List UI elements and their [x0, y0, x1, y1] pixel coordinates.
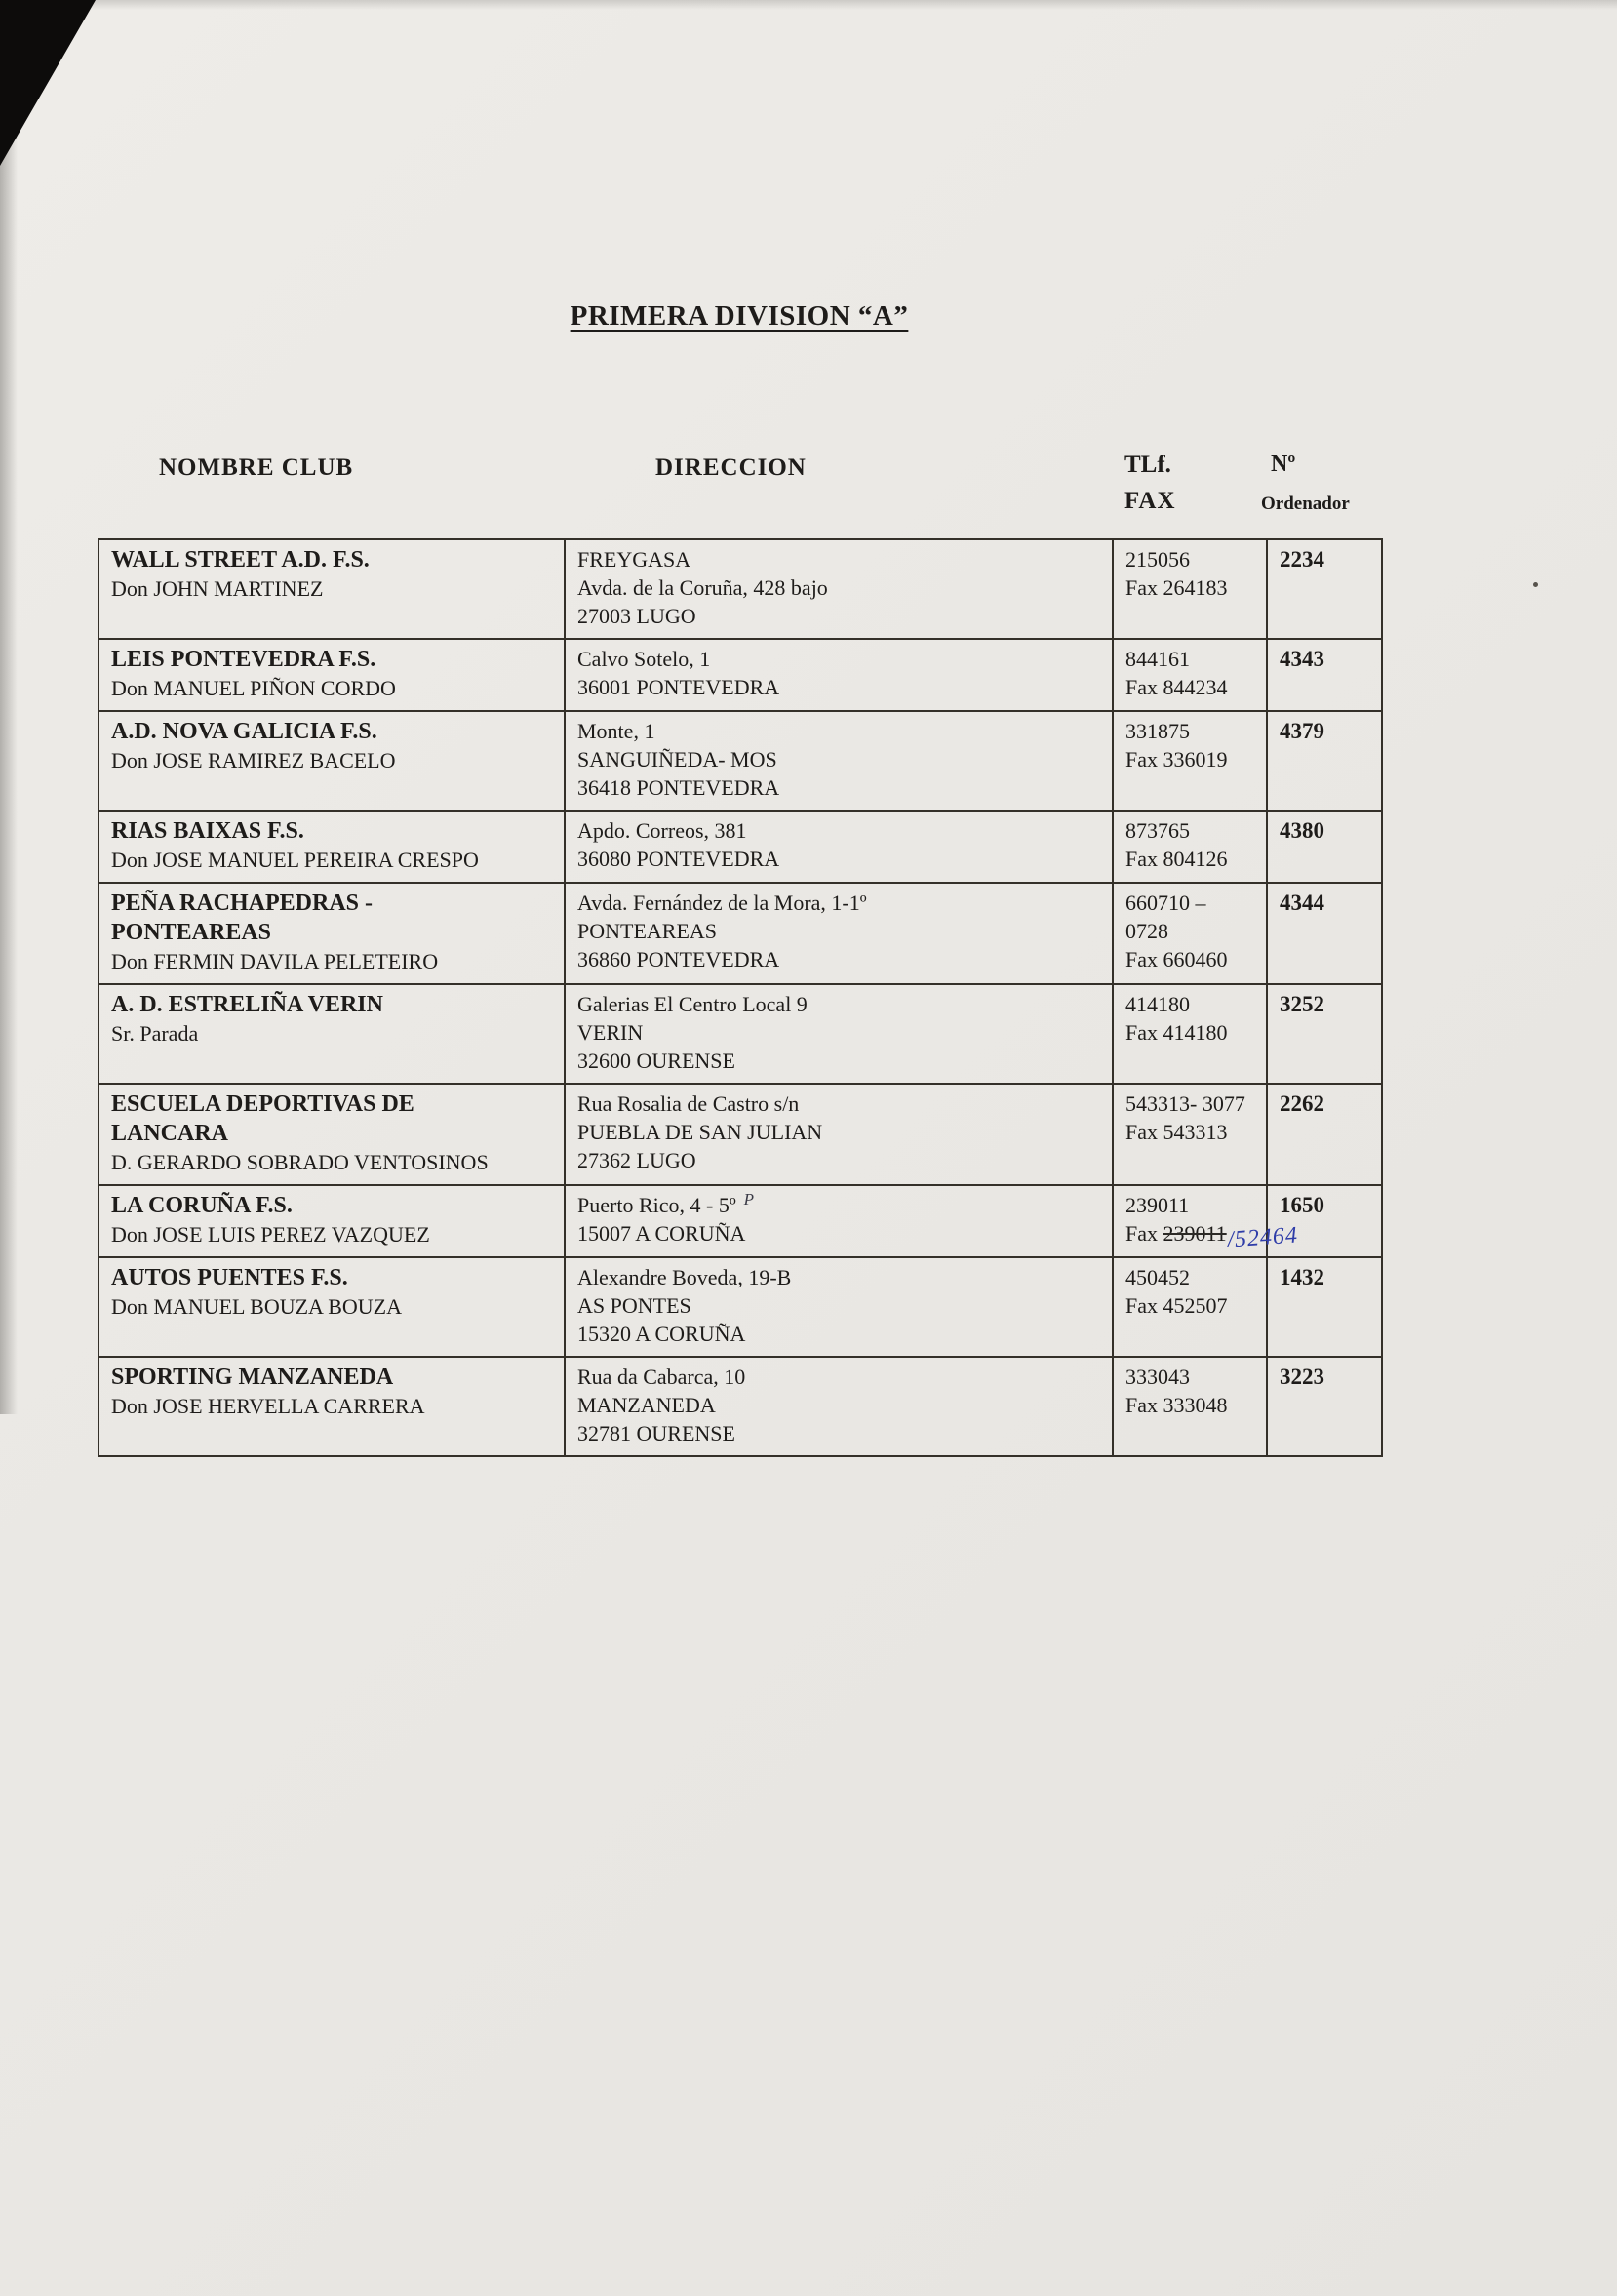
page-title: PRIMERA DIVISION “A”: [570, 300, 909, 332]
scan-top-shadow: [0, 0, 1617, 10]
phone-line: 873765: [1125, 818, 1190, 843]
club-name: WALL STREET A.D. F.S.: [111, 547, 370, 573]
address-cell: [565, 639, 1113, 711]
club-contact: Don JOHN MARTINEZ: [111, 576, 324, 601]
club-cell: [99, 711, 565, 811]
club-name: SPORTING MANZANEDA: [111, 1365, 394, 1390]
address-line: 32781 OURENSE: [577, 1421, 735, 1445]
ordenador-number: 2262: [1280, 1091, 1324, 1116]
address-line: 27003 LUGO: [577, 604, 696, 628]
scan-corner-shadow: [0, 0, 96, 166]
club-name: A.D. NOVA GALICIA F.S.: [111, 719, 377, 744]
ordenador-number: 3252: [1280, 992, 1324, 1016]
club-table: [98, 538, 1383, 1457]
ordenador-cell: [1267, 639, 1382, 711]
address-line: Monte, 1: [577, 719, 655, 743]
club-cell: [99, 883, 565, 984]
phone-line: 543313- 3077: [1125, 1091, 1245, 1116]
address-line: Alexandre Boveda, 19-B: [577, 1265, 792, 1289]
address-cell: [565, 883, 1113, 984]
ordenador-cell: [1267, 711, 1382, 811]
club-contact: Don FERMIN DAVILA PELETEIRO: [111, 949, 439, 973]
club-contact: Don MANUEL PIÑON CORDO: [111, 676, 396, 700]
table-row: [99, 984, 1382, 1084]
fax-label: Fax: [1125, 1221, 1163, 1246]
handwritten-mark: P: [743, 1189, 755, 1208]
club-name: LEIS PONTEVEDRA F.S.: [111, 647, 376, 672]
address-cell: [565, 984, 1113, 1084]
ordenador-cell: [1267, 1357, 1382, 1456]
club-contact: D. GERARDO SOBRADO VENTOSINOS: [111, 1150, 489, 1174]
scan-speck: [1533, 582, 1538, 587]
fax-number-struck: 239011: [1163, 1221, 1227, 1246]
club-table-body: [99, 539, 1382, 1456]
address-line: 15320 A CORUÑA: [577, 1322, 746, 1346]
club-name: LA CORUÑA F.S.: [111, 1193, 293, 1218]
column-header-tlf: TLf.: [1124, 452, 1171, 478]
address-line: FREYGASA: [577, 547, 691, 572]
table-row: [99, 539, 1382, 639]
table-row: [99, 1357, 1382, 1456]
club-contact: Don JOSE MANUEL PEREIRA CRESPO: [111, 848, 479, 872]
club-contact: Don MANUEL BOUZA BOUZA: [111, 1294, 403, 1319]
fax-number-handwritten: /52464: [1226, 1222, 1299, 1253]
address-line: 36080 PONTEVEDRA: [577, 847, 780, 871]
table-row: [99, 1084, 1382, 1185]
phone-fax-cell: [1113, 984, 1267, 1084]
club-cell: [99, 811, 565, 883]
column-header-nombre-club: NOMBRE CLUB: [159, 455, 354, 481]
phone-fax-cell: [1113, 1257, 1267, 1357]
phone-fax-cell: [1113, 811, 1267, 883]
column-header-numero: Nº: [1271, 452, 1296, 477]
phone-fax-cell: [1113, 539, 1267, 639]
column-header-ordenador: Ordenador: [1261, 494, 1350, 514]
address-cell: [565, 1185, 1113, 1257]
table-row: [99, 711, 1382, 811]
address-line: 36860 PONTEVEDRA: [577, 947, 780, 971]
ordenador-number: 3223: [1280, 1365, 1324, 1389]
ordenador-number: 1432: [1280, 1265, 1324, 1289]
club-name: AUTOS PUENTES F.S.: [111, 1265, 348, 1290]
address-line: VERIN: [577, 1020, 644, 1045]
phone-line: 450452: [1125, 1265, 1190, 1289]
ordenador-cell: [1267, 984, 1382, 1084]
address-line: 32600 OURENSE: [577, 1049, 735, 1073]
club-cell: [99, 1357, 565, 1456]
ordenador-number: 4344: [1280, 891, 1324, 915]
phone-fax-cell: [1113, 711, 1267, 811]
ordenador-cell: [1267, 1084, 1382, 1185]
phone-line: 331875: [1125, 719, 1190, 743]
club-cell: [99, 539, 565, 639]
phone-line: Fax 452507: [1125, 1293, 1228, 1318]
address-cell: [565, 539, 1113, 639]
address-line: Calvo Sotelo, 1: [577, 647, 711, 671]
ordenador-number: 1650: [1280, 1193, 1324, 1217]
scan-left-shadow: [0, 0, 18, 1414]
phone-line: Fax 333048: [1125, 1393, 1228, 1417]
club-cell: [99, 639, 565, 711]
phone-fax-cell: [1113, 1084, 1267, 1185]
address-line: SANGUIÑEDA- MOS: [577, 747, 777, 772]
table-row: [99, 811, 1382, 883]
phone-line: Fax 543313: [1125, 1120, 1228, 1144]
phone-line: Fax 660460: [1125, 947, 1228, 971]
address-cell: [565, 1357, 1113, 1456]
address-line: MANZANEDA: [577, 1393, 716, 1417]
column-header-direccion: DIRECCION: [655, 455, 807, 481]
phone-fax-cell: [1113, 1185, 1299, 1257]
phone-line: 333043: [1125, 1365, 1190, 1389]
club-contact: Don JOSE HERVELLA CARRERA: [111, 1394, 425, 1418]
club-name: PEÑA RACHAPEDRAS -: [111, 891, 374, 916]
phone-fax-cell: [1113, 1357, 1267, 1456]
phone-fax-cell: [1113, 883, 1267, 984]
club-name: ESCUELA DEPORTIVAS DE: [111, 1091, 414, 1117]
club-name: A. D. ESTRELIÑA VERIN: [111, 992, 383, 1017]
phone-line: Fax 264183: [1125, 575, 1228, 600]
phone-line: 660710 –: [1125, 891, 1206, 915]
fax-line: [1125, 1219, 1299, 1253]
address-cell: [565, 1084, 1113, 1185]
phone-fax-cell: [1113, 639, 1267, 711]
address-line: Rua Rosalia de Castro s/n: [577, 1091, 800, 1116]
club-contact: Sr. Parada: [111, 1021, 199, 1046]
phone-line: 0728: [1125, 919, 1168, 943]
address-line: Avda. Fernández de la Mora, 1-1º: [577, 891, 867, 915]
address-cell: [565, 711, 1113, 811]
club-cell: [99, 1084, 565, 1185]
address-cell: [565, 1257, 1113, 1357]
address-line: AS PONTES: [577, 1293, 691, 1318]
address-line: Rua da Cabarca, 10: [577, 1365, 746, 1389]
club-name: RIAS BAIXAS F.S.: [111, 818, 304, 844]
phone-line: 215056: [1125, 547, 1190, 572]
ordenador-number: 4379: [1280, 719, 1324, 743]
club-contact: Don JOSE LUIS PEREZ VAZQUEZ: [111, 1222, 430, 1247]
club-name: PONTEAREAS: [111, 920, 272, 945]
ordenador-cell: [1267, 539, 1382, 639]
address-line: 15007 A CORUÑA: [577, 1221, 746, 1246]
club-contact: Don JOSE RAMIREZ BACELO: [111, 748, 396, 772]
ordenador-number: 2234: [1280, 547, 1324, 572]
ordenador-cell: [1267, 883, 1382, 984]
address-line: Avda. de la Coruña, 428 bajo: [577, 575, 828, 600]
address-line: Galerias El Centro Local 9: [577, 992, 808, 1016]
ordenador-number: 4343: [1280, 647, 1324, 671]
ordenador-cell: [1267, 1257, 1382, 1357]
table-row: [99, 1257, 1382, 1357]
phone-line: Fax 336019: [1125, 747, 1228, 772]
club-cell: [99, 984, 565, 1084]
ordenador-number: 4380: [1280, 818, 1324, 843]
address-line: PONTEAREAS: [577, 919, 718, 943]
address-line: 36418 PONTEVEDRA: [577, 775, 780, 800]
address-line: 27362 LUGO: [577, 1148, 696, 1172]
phone-line: Fax 414180: [1125, 1020, 1228, 1045]
phone-line: 844161: [1125, 647, 1190, 671]
ordenador-cell: [1267, 811, 1382, 883]
club-name: LANCARA: [111, 1121, 228, 1146]
phone-line: Fax 844234: [1125, 675, 1228, 699]
table-row: [99, 639, 1382, 711]
club-cell: [99, 1257, 565, 1357]
address-line: Apdo. Correos, 381: [577, 818, 747, 843]
club-cell: [99, 1185, 565, 1257]
phone-line: 239011: [1125, 1193, 1190, 1217]
phone-line: 414180: [1125, 992, 1190, 1016]
phone-line: Fax 804126: [1125, 847, 1228, 871]
address-cell: [565, 811, 1113, 883]
address-line: Puerto Rico, 4 - 5º $^P$: [577, 1189, 755, 1217]
table-row: [99, 1185, 1382, 1257]
address-line: 36001 PONTEVEDRA: [577, 675, 780, 699]
address-line: PUEBLA DE SAN JULIAN: [577, 1120, 823, 1144]
table-row: [99, 883, 1382, 984]
column-header-fax: FAX: [1124, 488, 1176, 514]
